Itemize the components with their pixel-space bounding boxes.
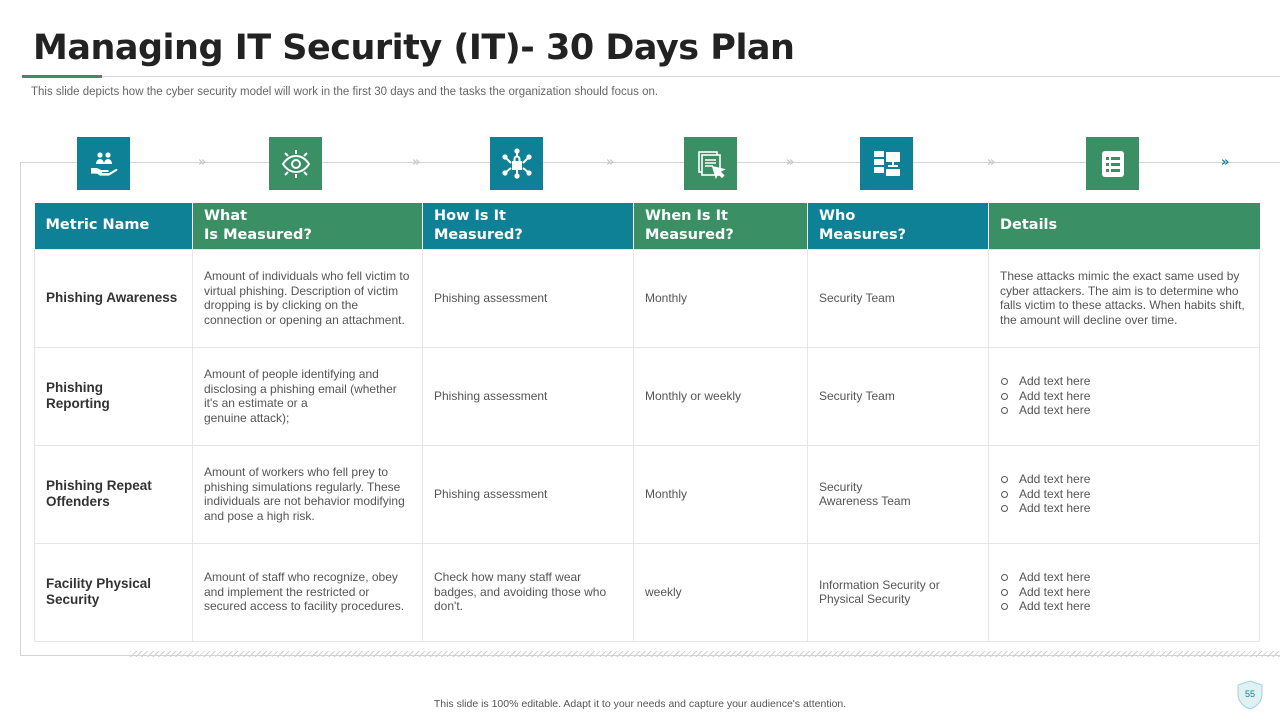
chevron-right-icon: » <box>606 155 612 170</box>
chevron-right-icon: » <box>412 155 418 170</box>
details-list <box>1000 472 1248 516</box>
chevron-right-icon: » <box>198 155 204 170</box>
metric-name-cell: Phishing Repeat Offenders <box>35 445 193 543</box>
what-text: Amount of people identifying and disclosing a phishing email (whether it's an estimate or a genuine attack); <box>204 367 397 425</box>
slide-subtitle: This slide depicts how the cyber security model will work in the first 30 days and the tasks the organization should focus on. <box>31 86 659 98</box>
details-cell <box>989 445 1260 543</box>
header-details: Details <box>989 203 1260 249</box>
how-cell: Phishing assessment <box>423 249 634 347</box>
who-text: Security Awareness Team <box>819 479 911 508</box>
table-row <box>35 347 1260 445</box>
eye-gear-icon <box>269 137 322 190</box>
table-row <box>35 445 1260 543</box>
header-how-measured <box>423 203 634 249</box>
header-what-measured <box>193 203 423 249</box>
checklist-icon <box>1086 137 1139 190</box>
header-label: Who Measures? <box>819 207 907 243</box>
details-cell <box>989 543 1260 641</box>
chevron-right-icon: » <box>1221 155 1227 170</box>
page-number: 55 <box>1244 689 1255 699</box>
list-item: Add text here <box>1000 472 1248 487</box>
what-cell: Amount of staff who recognize, obey and implement the restricted or secured access to facility procedures. <box>193 543 423 641</box>
document-click-icon <box>684 137 737 190</box>
how-cell: Check how many staff wear badges, and avoiding those who don't. <box>423 543 634 641</box>
title-accent-bar <box>22 75 102 78</box>
what-cell: Amount of workers who fell prey to phishing simulations regularly. These individuals are not behavior modifying and pose a high risk. <box>193 445 423 543</box>
list-item: Add text here <box>1000 570 1248 585</box>
footer-note: This slide is 100% editable. Adapt it to your needs and capture your audience's attention. <box>433 698 847 710</box>
how-cell: Phishing assessment <box>423 347 634 445</box>
what-cell <box>193 347 423 445</box>
metric-name-cell: Phishing Awareness <box>35 249 193 347</box>
who-cell <box>808 445 989 543</box>
details-cell <box>989 347 1260 445</box>
hatched-rule <box>130 651 1280 657</box>
list-item: Add text here <box>1000 501 1248 516</box>
header-label: What Is Measured? <box>204 207 312 243</box>
slide-title: Managing IT Security (IT)- 30 Days Plan <box>33 28 795 68</box>
when-cell: Monthly <box>634 445 808 543</box>
header-label: When Is It Measured? <box>645 207 734 243</box>
header-metric-name: Metric Name <box>35 203 193 249</box>
list-item: Add text here <box>1000 374 1248 389</box>
table-row <box>35 543 1260 641</box>
server-computer-icon <box>860 137 913 190</box>
network-lock-icon <box>490 137 543 190</box>
chevron-right-icon: » <box>786 155 792 170</box>
chevron-right-icon: » <box>987 155 993 170</box>
when-cell: Monthly or weekly <box>634 347 808 445</box>
list-item: Add text here <box>1000 487 1248 502</box>
who-cell: Information Security or Physical Security <box>808 543 989 641</box>
when-cell: weekly <box>634 543 808 641</box>
header-label: How Is It Measured? <box>434 207 523 243</box>
list-item: Add text here <box>1000 389 1248 404</box>
details-cell: These attacks mimic the exact same used by cyber attackers. The aim is to determine who falls victim to these attacks. When habits shift, the amount will decline over time. <box>989 249 1260 347</box>
details-list <box>1000 374 1248 418</box>
who-cell: Security Team <box>808 249 989 347</box>
header-who-measures <box>808 203 989 249</box>
header-when-measured <box>634 203 808 249</box>
when-cell: Monthly <box>634 249 808 347</box>
who-cell: Security Team <box>808 347 989 445</box>
title-divider <box>22 76 1280 77</box>
details-list <box>1000 570 1248 614</box>
table-row <box>35 249 1260 347</box>
metric-name-cell: Facility Physical Security <box>35 543 193 641</box>
what-cell: Amount of individuals who fell victim to virtual phishing. Description of victim dropping is by clicking on the connection or opening an attachment. <box>193 249 423 347</box>
metric-label: Phishing Reporting <box>46 380 110 411</box>
table-header-row <box>35 203 1260 249</box>
list-item: Add text here <box>1000 599 1248 614</box>
hand-people-icon <box>77 137 130 190</box>
list-item: Add text here <box>1000 403 1248 418</box>
list-item: Add text here <box>1000 585 1248 600</box>
how-cell: Phishing assessment <box>423 445 634 543</box>
security-metrics-table <box>34 203 1260 642</box>
metric-name-cell <box>35 347 193 445</box>
